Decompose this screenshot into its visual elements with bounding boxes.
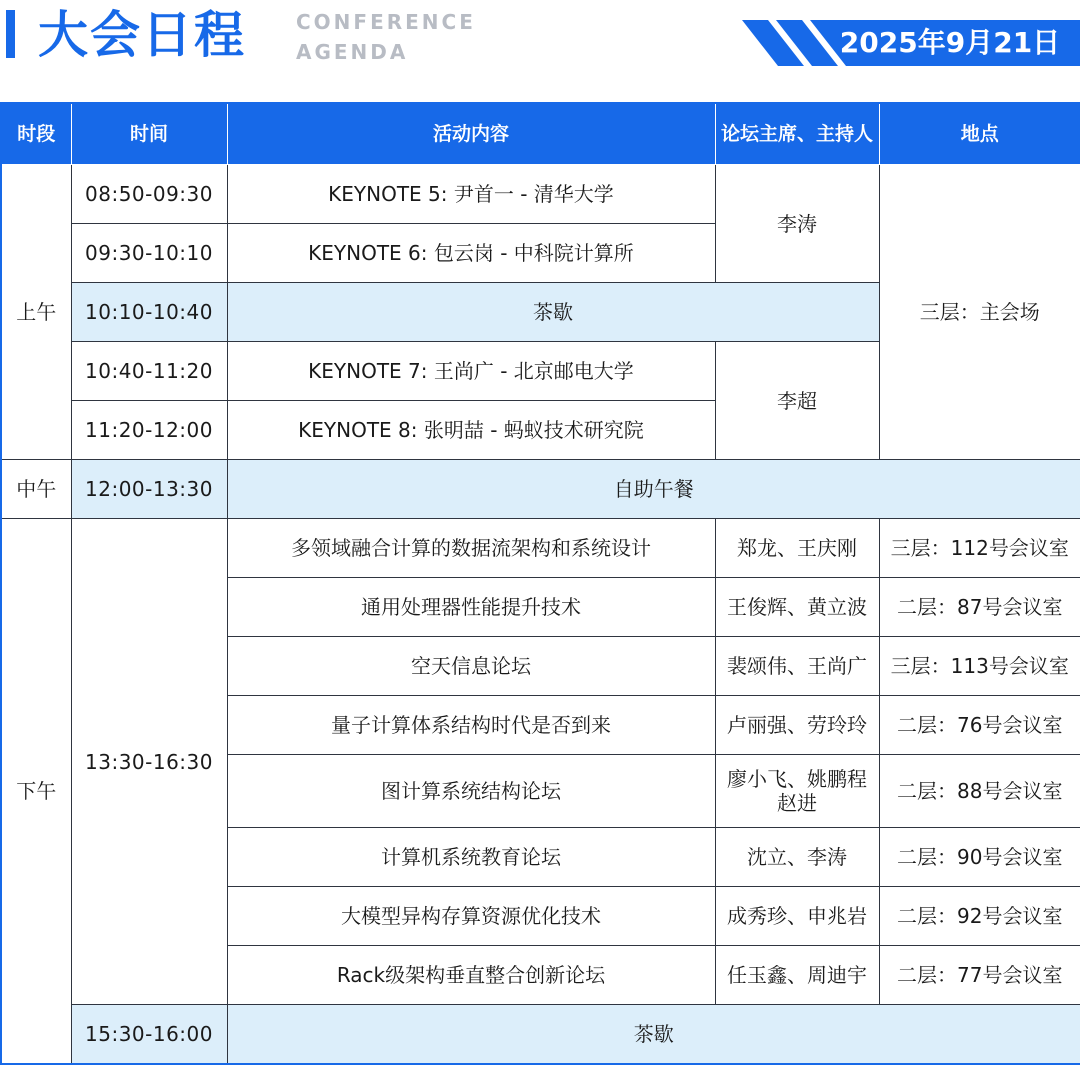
break-cell: 茶歇 bbox=[227, 283, 879, 342]
period-afternoon: 下午 bbox=[1, 519, 71, 1065]
time-cell: 12:00-13:30 bbox=[71, 460, 227, 519]
host-cell: 王俊辉、黄立波 bbox=[715, 578, 879, 637]
subtitle-line-2: AGENDA bbox=[296, 40, 409, 64]
page-title: 大会日程 bbox=[38, 6, 246, 64]
content-cell: KEYNOTE 6: 包云岗 - 中科院计算所 bbox=[227, 224, 715, 283]
host-cell: 成秀珍、申兆岩 bbox=[715, 887, 879, 946]
location-cell: 二层：92号会议室 bbox=[879, 887, 1080, 946]
location-cell: 二层：76号会议室 bbox=[879, 696, 1080, 755]
host-cell bbox=[715, 755, 879, 828]
host-line-1: 廖小飞、姚鹏程 bbox=[727, 767, 867, 791]
table-row bbox=[1, 1005, 1080, 1065]
content-cell: KEYNOTE 5: 尹首一 - 清华大学 bbox=[227, 165, 715, 224]
time-cell: 15:30-16:00 bbox=[71, 1005, 227, 1065]
host-cell: 李超 bbox=[715, 342, 879, 460]
host-cell: 李涛 bbox=[715, 165, 879, 283]
content-cell: 量子计算体系结构时代是否到来 bbox=[227, 696, 715, 755]
column-header-time: 时间 bbox=[71, 103, 227, 165]
content-cell: 计算机系统教育论坛 bbox=[227, 828, 715, 887]
lunch-cell: 自助午餐 bbox=[227, 460, 1080, 519]
content-cell: 空天信息论坛 bbox=[227, 637, 715, 696]
period-noon: 中午 bbox=[1, 460, 71, 519]
host-cell: 裴颂伟、王尚广 bbox=[715, 637, 879, 696]
host-cell: 沈立、李涛 bbox=[715, 828, 879, 887]
table-row bbox=[1, 519, 1080, 578]
location-cell: 二层：90号会议室 bbox=[879, 828, 1080, 887]
column-header-content: 活动内容 bbox=[227, 103, 715, 165]
content-cell: Rack级架构垂直整合创新论坛 bbox=[227, 946, 715, 1005]
date-badge: 2025年9月21日 bbox=[839, 26, 1061, 59]
time-cell: 11:20-12:00 bbox=[71, 401, 227, 460]
column-header-location: 地点 bbox=[879, 103, 1080, 165]
agenda-table bbox=[0, 102, 1080, 1065]
content-cell: 多领域融合计算的数据流架构和系统设计 bbox=[227, 519, 715, 578]
page-header bbox=[0, 0, 1080, 100]
host-cell: 郑龙、王庆刚 bbox=[715, 519, 879, 578]
break-cell: 茶歇 bbox=[227, 1005, 1080, 1065]
content-cell: 通用处理器性能提升技术 bbox=[227, 578, 715, 637]
host-cell: 任玉鑫、周迪宇 bbox=[715, 946, 879, 1005]
host-line-2: 赵进 bbox=[777, 791, 817, 815]
content-cell: KEYNOTE 8: 张明喆 - 蚂蚁技术研究院 bbox=[227, 401, 715, 460]
table-row bbox=[1, 165, 1080, 224]
content-cell: 大模型异构存算资源优化技术 bbox=[227, 887, 715, 946]
table-row bbox=[1, 460, 1080, 519]
table-header-row bbox=[1, 103, 1080, 165]
period-morning: 上午 bbox=[1, 165, 71, 460]
column-header-host: 论坛主席、主持人 bbox=[715, 103, 879, 165]
location-cell: 三层：主会场 bbox=[879, 165, 1080, 460]
title-accent-bar bbox=[6, 10, 15, 58]
column-header-period: 时段 bbox=[1, 103, 71, 165]
location-cell: 二层：87号会议室 bbox=[879, 578, 1080, 637]
location-cell: 二层：88号会议室 bbox=[879, 755, 1080, 828]
time-cell: 13:30-16:30 bbox=[71, 519, 227, 1005]
page-subtitle bbox=[296, 7, 496, 67]
location-cell: 二层：77号会议室 bbox=[879, 946, 1080, 1005]
subtitle-line-1: CONFERENCE bbox=[296, 10, 476, 34]
time-cell: 10:10-10:40 bbox=[71, 283, 227, 342]
time-cell: 10:40-11:20 bbox=[71, 342, 227, 401]
time-cell: 08:50-09:30 bbox=[71, 165, 227, 224]
time-cell: 09:30-10:10 bbox=[71, 224, 227, 283]
content-cell: KEYNOTE 7: 王尚广 - 北京邮电大学 bbox=[227, 342, 715, 401]
host-cell: 卢丽强、劳玲玲 bbox=[715, 696, 879, 755]
location-cell: 三层：112号会议室 bbox=[879, 519, 1080, 578]
location-cell: 三层：113号会议室 bbox=[879, 637, 1080, 696]
content-cell: 图计算系统结构论坛 bbox=[227, 755, 715, 828]
